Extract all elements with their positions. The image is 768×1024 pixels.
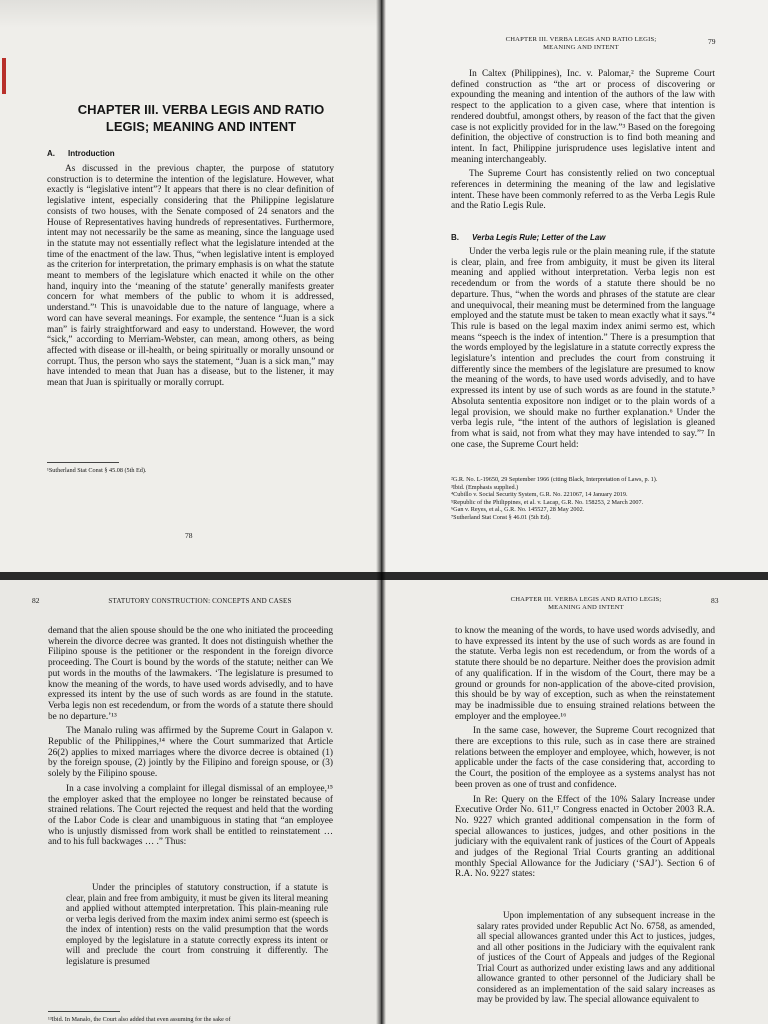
footnote: ²G.R. No. L-19650, 29 September 1966 (citing Black, Interpretation of Laws, p. 1). [451,476,658,483]
running-head-line: CHAPTER III. VERBA LEGIS AND RATIO LEGIS; [510,596,662,603]
running-head [461,36,701,52]
running-head: STATUTORY CONSTRUCTION: CONCEPTS AND CASES [108,597,292,605]
footnote: ¹³Ibid. In Manalo, the Court also added that even assuming for the sake of [48,1016,231,1023]
footnote: ⁷Sutherland Stat Const § 46.01 (5th Ed). [451,513,551,521]
footnote-rule [47,462,119,463]
running-head-line: MEANING AND INTENT [548,604,624,611]
section-a-letter: A. [47,149,55,158]
body-text [451,247,715,454]
paragraph: As discussed in the previous chapter, the purpose of statutory construction is to determine the intention of the legislature. However, what exactly is “legislative intent”? It appears that there is no clear definition of legislative intent, especially considering that the Philippine legislature consists of two houses, with the Senate composed of 24 senators and the House of Representatives having hundreds of representatives. Furthermore, intent may not necessarily be the same as meaning, since the language used in the statute may not essentially reflect what the legislature intended at the time of the enactment of the law. Thus, “when legislative intent is employed as the criterion for interpretation, the primary emphasis is on what the statute meant to members of the legislature which enacted it while on the other hand, inquiry into the ‘meaning of the statute’ generally manifests greater concern for what members of the public to whom it is addressed, understand.”¹ This is unavoidable due to the nature of language, where a word can have several meanings. For example, the sentence “Juan is a sick man” is fairly straightforward and easy to understand. However, the word “sick,” according to Merriam-Webster, can mean, among others, as being affected with disease or ill-health, or being spiritually or morally unsound or corrupt. Thus, the person who says the statement, “Juan is a sick man,” may have intended to mean that Juan has a disease, but to the listener, it may mean that Juan is spiritually or morally corrupt. [47,164,334,389]
body-text [48,626,333,852]
paragraph: demand that the alien spouse should be the one who initiated the proceeding wherein the divorce decree was granted. It does not distinguish whether the Filipino spouse is the petitioner or the respondent in the foreign divorce proceeding. The Court is bound by the words of the statute; neither can We put words in the mouths of the lawmakers. ‘The legislature is presumed to know the meaning of the words, to have used words advisedly, and to have expressed its intent by the use of such words as are found in the statute. Verba legis non est recedendum, or from the words of a statute there should be no departure.’¹³ [48,626,333,722]
paragraph: Under the verba legis rule or the plain meaning rule, if the statute is clear, plain, and free from ambiguity, it must be given its literal meaning and applied without interpretation. Verba legis non est recedendum or from the words of a statute there should be no departure. Thus, “when the words and phrases of the statute are clear and unequivocal, their meaning must be determined from the language employed and the statute must be taken to mean exactly what it says.”⁴ This rule is based on the legal maxim index animi sermo est, which means “speech is the index of intention.” There is a presumption that the words employed by the legislature in a statute correctly express the legislature’s intention and precludes the court from construing it differently since the members of the legislature are presumed to know the meaning of the words, to have used words advisedly, and to have expressed its intent by use of such words as are found in the statute.⁵ Absoluta sententia expositore non indiget or to the plain words of a legal provision, we should make no further explanation.⁶ Under the verba legis rule, “the intent of the authors of legislation is gleaned from what is said, not from what they may have intended to say.”⁷ In one case, the Supreme Court held: [451,247,715,450]
page-78 [0,0,381,572]
running-head-line: MEANING AND INTENT [543,44,619,51]
page-79 [381,0,768,572]
page-83 [381,580,768,1024]
section-a-title: Introduction [68,149,115,158]
quote-paragraph: Under the principles of statutory construction, if a statute is clear, plain and free from ambiguity, it must be given its literal meaning and applied without attempted interpretation. This plain-meaning rule or verba legis derived from the maxim index animi sermo est (speech is the index of intention) rests on the valid presumption that the words employed by the legislature in a statute correctly express its intent or will and preclude the court from construing it differently. The legislature is presumed [66,882,328,966]
block-quote [66,882,328,966]
book-spine-shadow [376,0,386,1024]
footnote-rule [48,1011,120,1012]
red-bookmark-mark [2,58,6,94]
page-82 [0,580,381,1024]
page-number: 79 [708,37,716,46]
quote-paragraph: Upon implementation of any subsequent increase in the salary rates provided under Republic Act No. 6758, as amended, all special allowances granted under this Act to justices, judges, and all other positions in the Judiciary with the equivalent rank of justices of the Court of Appeals and judges of the Regional Trial Court as authorized under existing laws and any additional allowance granted to other personnel of the Judiciary shall be considered as an implementation of the said salary increases as may be provided by law. The special allowance equivalent to [477,910,715,1004]
footnote: ¹Sutherland Stat Const § 45.08 (5th Ed). [47,467,147,474]
section-b-title: Verba Legis Rule; Letter of the Law [472,233,606,242]
footnotes [451,476,715,522]
paragraph: In a case involving a complaint for illegal dismissal of an employee,¹⁵ the employer asked that the employee no longer be reinstated because of strained relations. The Court rejected the request and held that the wording of the Labor Code is clear and unambiguous in stating that “an employee who is unjustly dismissed from work shall be entitled to reinstatement … and to his full backwages … .” Thus: [48,783,333,848]
page-number: 78 [185,531,193,540]
running-head-line: CHAPTER III. VERBA LEGIS AND RATIO LEGIS; [505,36,657,43]
paragraph: The Supreme Court has consistently relied on two conceptual references in determining the meaning of the law and legislative intent. These have been commonly referred to as the Verba Legis Rule and the Ratio Legis Rule. [451,169,715,212]
paragraph: The Manalo ruling was affirmed by the Supreme Court in Galapon v. Republic of the Philippines,¹⁴ where the Court summarized that Article 26(2) applies to mixed marriages where the divorce decree is obtained (1) by the foreign spouse, (2) jointly by the Filipino and foreign spouse, or (3) solely by the Filipino spouse. [48,726,333,780]
footnote: ⁶Gan v. Reyes, et al., G.R. No. 145527, 28 May 2002. [451,506,585,514]
page-shadow [0,0,381,28]
footnote: ³Ibid. (Emphasis supplied.) [451,483,519,491]
running-head [466,596,706,612]
chapter-title: CHAPTER III. VERBA LEGIS AND RATIO LEGIS; MEANING AND INTENT [77,102,325,134]
footnote: ⁴Cubillo v. Social Security System, G.R. No. 221067, 14 January 2019. [451,491,628,499]
paragraph: In the same case, however, the Supreme Court recognized that there are exceptions to this rule, such as in case there are strained relations between the employer and employee, which, however, is not applicable under the facts of the case considering that, according to the Court, the position of the employee as a systems analyst has not been proven as one of trust and confidence. [455,726,715,790]
page-number: 83 [711,596,719,605]
paragraph: to know the meaning of the words, to have used words advisedly, and to have expressed its intent by the use of such words as are found in the statute. Verba legis non est recedendum, or from the words of a statute there should be no departure. Neither does the provision admit of any qualification. If in the wisdom of the Court, there may be a ground or grounds for non-application of the above-cited provision, this should be by way of exception, such as when the reinstatement may be inadmissible due to ensuing strained relations between the employer and the employee.¹⁶ [455,626,715,722]
body-text [455,626,715,884]
section-b-letter: B. [451,233,459,242]
footnote: ⁵Republic of the Philippines, et al. v. Lacap, G.R. No. 158253, 2 March 2007. [451,498,644,506]
body-text [451,69,715,216]
body-text [47,164,334,393]
page-number: 82 [32,596,40,605]
block-quote [477,910,715,1005]
paragraph: In Caltex (Philippines), Inc. v. Palomar,² the Supreme Court defined construction as “the art or process of discovering or expounding the meaning and intention of the authors of the law with respect to the application to a given case, where that intention is rendered doubtful, amongst others, by reason of the fact that the given case is not explicitly provided for in the law.”³ Based on the foregoing definition, the objective of construction is to find both meaning and intent. In fact, Philippine jurisprudence uses legislative intent and meaning interchangeably. [451,69,715,165]
paragraph: In Re: Query on the Effect of the 10% Salary Increase under Executive Order No. 611,¹⁷ Congress enacted in October 2003 R.A. No. 9227 which granted additional compensation in the form of special allowances to justices, judges, and other positions in the judiciary with the equivalent rank of justices of the Court of Appeals and judges of the Regional Trial Courts granting an additional monthly Special Allowance for the Judiciary (‘SAJ’). Section 6 of R.A. No. 9227 states: [455,794,715,880]
